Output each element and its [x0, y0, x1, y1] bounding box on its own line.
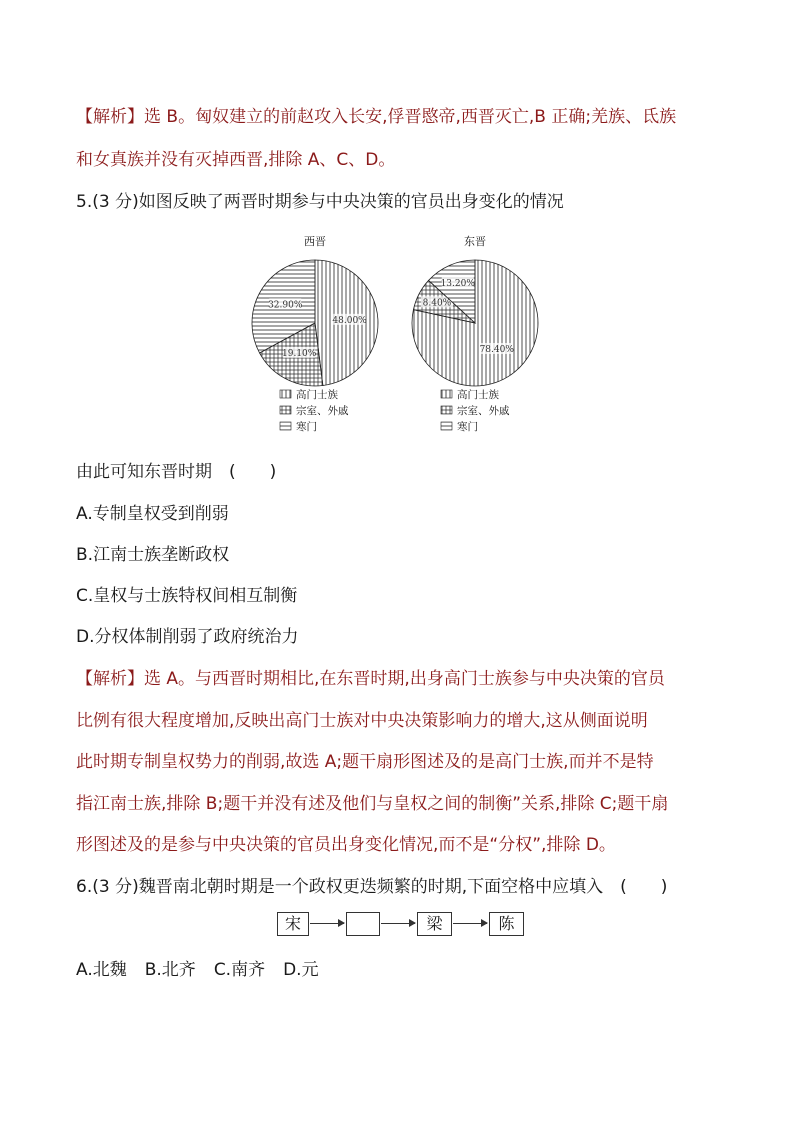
analysis-tag: 【解析】 — [76, 107, 144, 127]
pie-chart — [412, 235, 538, 433]
legend-swatch — [441, 390, 452, 398]
flow-box-blank — [346, 912, 380, 936]
flow-arrow — [310, 923, 344, 924]
legend-swatch — [441, 422, 452, 430]
legend-label: 高门士族 — [296, 389, 338, 401]
legend-label: 宗室、外戚 — [296, 405, 349, 417]
slice-value-label: 13.20% — [440, 278, 475, 289]
chart-title: 东晋 — [464, 235, 486, 248]
q5-question: 由此可知东晋时期 ( ) — [76, 462, 277, 482]
q5-option-c: C.皇权与士族特权间相互制衡 — [76, 586, 298, 606]
q5-analysis-line-4: 指江南士族,排除 B;题干并没有述及他们与皇权之间的制衡”关系,排除 C;题干扇 — [76, 794, 669, 814]
q5-analysis-line-1 — [76, 668, 665, 690]
flow-box-song: 宋 — [277, 912, 309, 936]
slice-value-label: 48.00% — [332, 315, 367, 326]
pie-chart — [252, 235, 378, 433]
q5-analysis-line-5: 形图述及的是参与中央决策的官员出身变化情况,而不是“分权”,排除 D。 — [76, 835, 616, 855]
q5-stem: 5.(3 分)如图反映了两晋时期参与中央决策的官员出身变化的情况 — [76, 192, 564, 212]
legend-label: 宗室、外戚 — [457, 405, 510, 417]
q5-analysis-line-3: 此时期专制皇权势力的削弱,故选 A;题干扇形图述及的是高门士族,而并不是特 — [76, 752, 654, 772]
flow-arrow — [381, 923, 415, 924]
flow-box-chen: 陈 — [489, 912, 524, 936]
q6-stem: 6.(3 分)魏晋南北朝时期是一个政权更迭频繁的时期,下面空格中应填入 ( ) — [76, 877, 668, 897]
q6-option-a: A.北魏 — [76, 960, 127, 980]
legend-swatch — [280, 390, 291, 398]
analysis-text: 选 B。匈奴建立的前赵攻入长安,俘晋愍帝,西晋灭亡,B 正确;羌族、氐族 — [144, 107, 677, 127]
q5-option-d: D.分权体制削弱了政府统治力 — [76, 627, 299, 647]
q5-option-b: B.江南士族垄断政权 — [76, 545, 230, 565]
legend-label: 寒门 — [296, 421, 317, 433]
pie-charts-figure — [0, 228, 794, 468]
legend-swatch — [280, 422, 291, 430]
slice-value-label: 78.40% — [479, 344, 514, 355]
legend-swatch — [280, 406, 291, 414]
q6-option-d: D.元 — [283, 960, 319, 980]
q4-analysis-line-1 — [76, 106, 676, 128]
analysis-text: 选 A。与西晋时期相比,在东晋时期,出身高门士族参与中央决策的官员 — [144, 669, 665, 689]
q6-option-c: C.南齐 — [213, 960, 266, 980]
slice-value-label: 32.90% — [268, 300, 303, 311]
legend-label: 寒门 — [457, 421, 478, 433]
flow-box-liang: 梁 — [417, 912, 452, 936]
analysis-tag: 【解析】 — [76, 669, 144, 689]
q6-options — [76, 959, 319, 981]
q6-option-b: B.北齐 — [144, 960, 196, 980]
q5-analysis-line-2: 比例有很大程度增加,反映出高门士族对中央决策影响力的增大,这从侧面说明 — [76, 711, 648, 731]
flow-arrow — [453, 923, 487, 924]
slice-value-label: 8.40% — [422, 298, 452, 309]
slice-value-label: 19.10% — [282, 348, 317, 359]
q4-analysis-line-2: 和女真族并没有灭掉西晋,排除 A、C、D。 — [76, 150, 396, 170]
q5-option-a: A.专制皇权受到削弱 — [76, 504, 229, 524]
legend-swatch — [441, 406, 452, 414]
chart-title: 西晋 — [304, 235, 326, 248]
legend-label: 高门士族 — [457, 389, 499, 401]
